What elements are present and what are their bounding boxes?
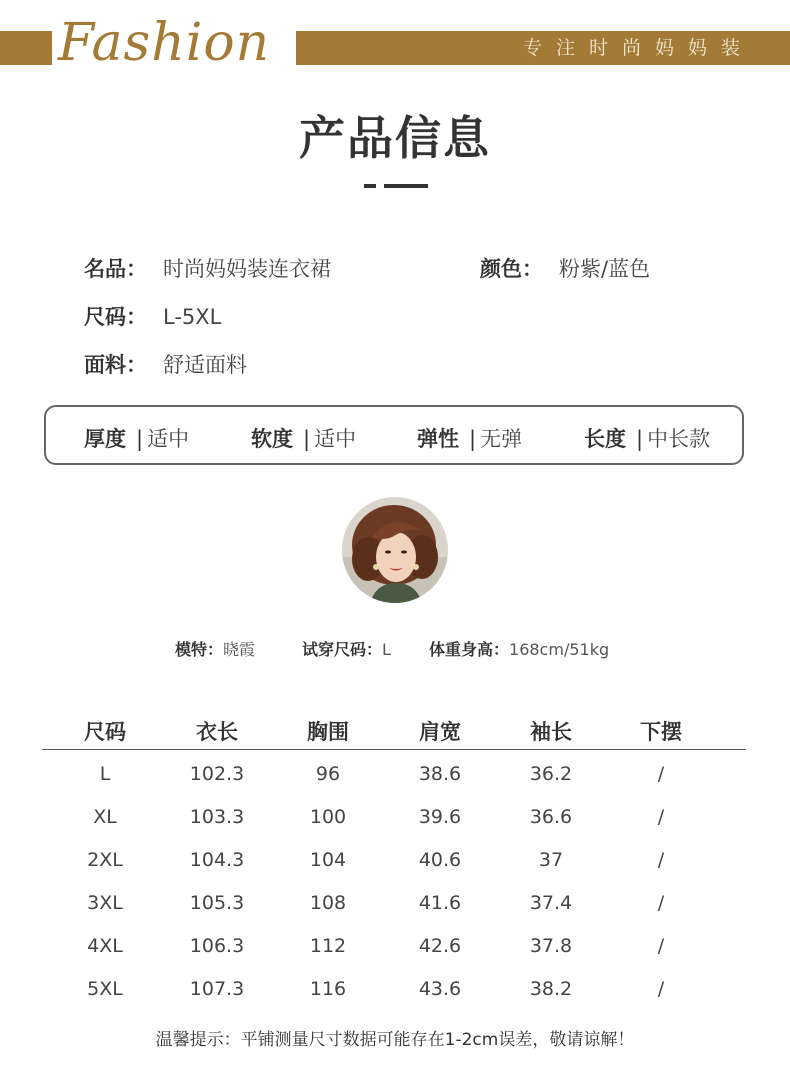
table-cell: 100 [309,806,347,828]
product-color-value: 粉紫/蓝色 [559,257,651,281]
attribute-value: 无弹 [480,427,523,451]
model-name [175,637,255,660]
model-tried-size [302,637,391,660]
table-cell: / [657,806,665,828]
product-color-row [480,253,650,283]
attribute-value: 适中 [314,427,357,451]
model-portrait-image [342,497,448,603]
model-name-value: 晓霞 [223,640,256,659]
table-cell: 37.4 [529,892,573,914]
table-header-cell: 肩宽 [419,720,461,744]
table-cell: / [657,763,665,785]
attribute-value: 适中 [147,427,190,451]
brand-tagline: 专注时尚妈妈装 [522,37,754,59]
table-row [42,978,746,1014]
table-header-cell: 尺码 [84,720,126,744]
table-cell: / [657,935,665,957]
table-cell: 39.6 [418,806,462,828]
table-row [42,763,746,799]
attribute-label: 厚度 [84,427,126,451]
attribute-box [44,405,744,465]
table-cell: 107.3 [189,978,245,1000]
table-cell: 3XL [87,892,123,914]
product-fabric-row [84,349,247,379]
table-header-cell: 衣长 [196,720,238,744]
measurement-footnote: 温馨提示：平铺测量尺寸数据可能存在1-2cm误差，敬请谅解！ [155,1030,635,1050]
table-cell: 96 [315,763,341,785]
attribute-length [584,423,710,453]
table-cell: 104 [309,849,347,871]
attribute-separator: | [303,427,311,451]
product-name-value: 时尚妈妈装连衣裙 [163,257,331,281]
attribute-separator: | [136,427,144,451]
table-cell: 112 [309,935,347,957]
attribute-label: 软度 [251,427,293,451]
table-row [42,935,746,971]
table-cell: 36.2 [529,763,573,785]
brand-bar-left [0,31,52,65]
attribute-label: 长度 [584,427,626,451]
product-name-row [84,253,331,283]
model-tried-value: L [382,640,391,659]
title-divider-long [384,184,428,188]
attribute-elasticity [417,423,522,453]
table-cell: 43.6 [418,978,462,1000]
table-cell: 42.6 [418,935,462,957]
table-cell: 37 [538,849,564,871]
table-cell: 36.6 [529,806,573,828]
table-cell: 102.3 [189,763,245,785]
table-cell: 41.6 [418,892,462,914]
attribute-separator: | [469,427,477,451]
table-cell: 106.3 [189,935,245,957]
table-header-cell: 下摆 [640,720,682,744]
table-cell: / [657,849,665,871]
table-cell: / [657,978,665,1000]
table-cell: 38.2 [529,978,573,1000]
attribute-value: 中长款 [647,427,711,451]
product-size-row [84,301,221,331]
model-tried-label: 试穿尺码： [302,640,383,659]
brand-logo: Fashion [58,13,271,73]
product-size-value: L-5XL [163,305,222,329]
model-body-label: 体重身高： [429,640,510,659]
table-row [42,806,746,842]
table-cell: 103.3 [189,806,245,828]
table-cell: 108 [309,892,347,914]
product-size-label: 尺码： [84,305,147,329]
table-cell: 38.6 [418,763,462,785]
table-cell: 116 [309,978,347,1000]
product-fabric-label: 面料： [84,353,147,377]
attribute-softness [251,423,356,453]
product-name-label: 名品： [84,257,147,281]
table-row [42,849,746,885]
model-avatar [342,497,448,603]
table-cell: 5XL [87,978,123,1000]
model-name-label: 模特： [175,640,224,659]
table-header-row [42,716,746,752]
product-color-label: 颜色： [480,257,543,281]
table-cell: 37.8 [529,935,573,957]
table-header-cell: 胸围 [307,720,349,744]
table-header-cell: 袖长 [530,720,572,744]
table-cell: XL [93,806,117,828]
table-cell: 4XL [87,935,123,957]
table-cell: L [99,763,111,785]
section-title: 产品信息 [299,111,491,165]
title-divider-short [364,184,376,188]
product-fabric-value: 舒适面料 [163,353,247,377]
table-cell: 105.3 [189,892,245,914]
table-cell: 2XL [87,849,123,871]
model-body-stats [429,637,609,660]
attribute-label: 弹性 [417,427,459,451]
table-cell: 40.6 [418,849,462,871]
attribute-separator: | [636,427,644,451]
attribute-thickness [84,423,189,453]
table-cell: / [657,892,665,914]
model-body-value: 168cm/51kg [509,640,610,659]
table-row [42,892,746,928]
table-header-divider [42,749,746,750]
table-cell: 104.3 [189,849,245,871]
